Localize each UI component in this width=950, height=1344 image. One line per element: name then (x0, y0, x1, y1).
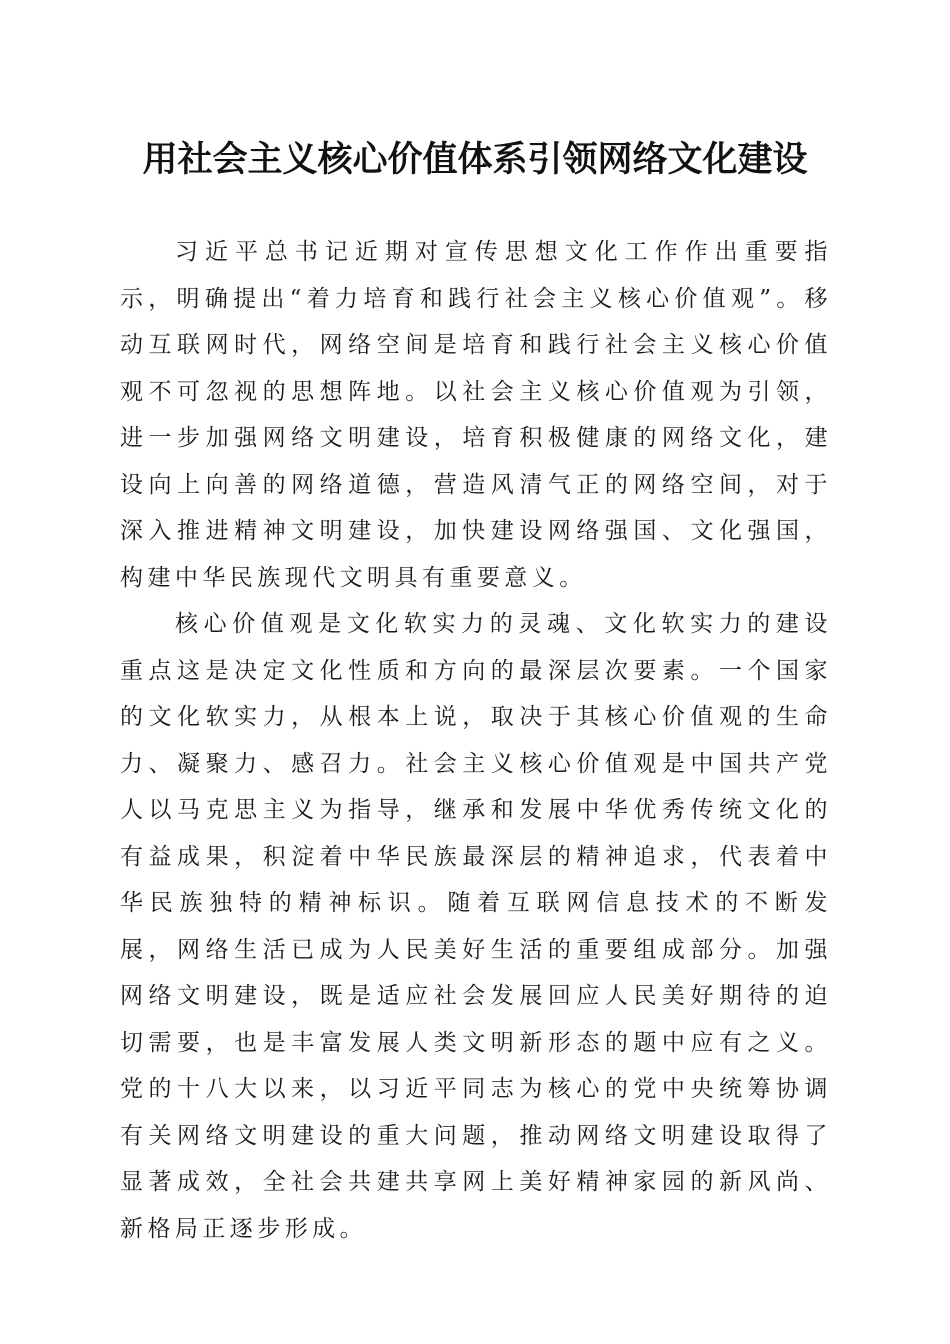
body-paragraph-2: 核心价值观是文化软实力的灵魂、文化软实力的建设重点这是决定文化性质和方向的最深层次要素。一个国家的文化软实力，从根本上说，取决于其核心价值观的生命力、凝聚力、感召力。社会主义核心价值观是中国共产党人以马克思主义为指导，继承和发展中华优秀传统文化的有益成果，积淀着中华民族最深层的精神追求，代表着中华民族独特的精神标识。随着互联网信息技术的不断发展，网络生活已成为人民美好生活的重要组成部分。加强网络文明建设，既是适应社会发展回应人民美好期待的迫切需要，也是丰富发展人类文明新形态的题中应有之义。党的十八大以来，以习近平同志为核心的党中央统筹协调有关网络文明建设的重大问题，推动网络文明建设取得了显著成效，全社会共建共享网上美好精神家园的新风尚、新格局正逐步形成。 (120, 611, 832, 1242)
document-body (120, 229, 832, 1252)
body-paragraph-1: 习近平总书记近期对宣传思想文化工作作出重要指示，明确提出“着力培育和践行社会主义核心价值观”。移动互联网时代，网络空间是培育和践行社会主义核心价值观不可忽视的思想阵地。以社会主义核心价值观为引领，进一步加强网络文明建设，培育积极健康的网络文化，建设向上向善的网络道德，营造风清气正的网络空间，对于深入推进精神文明建设，加快建设网络强国、文化强国，构建中华民族现代文明具有重要意义。 (120, 239, 832, 591)
document-title: 用社会主义核心价值体系引领网络文化建设 (142, 139, 808, 180)
